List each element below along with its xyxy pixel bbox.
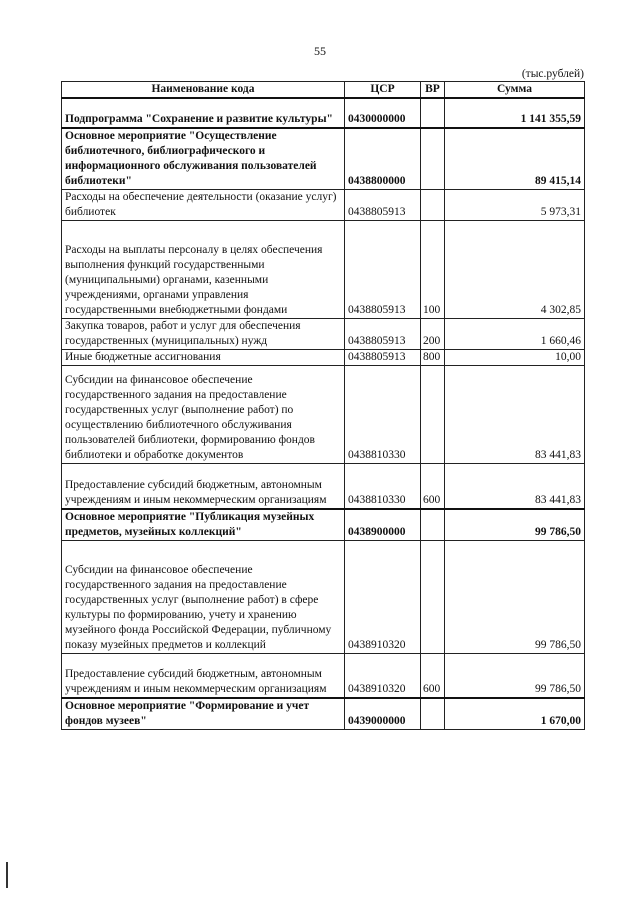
row-vr-cell: 800 <box>421 350 445 366</box>
row-vr-cell: 200 <box>421 319 445 350</box>
row-csr-cell: 0438805913 <box>345 319 421 350</box>
table-row <box>62 366 585 464</box>
row-csr-cell: 0439000000 <box>345 698 421 730</box>
table-row <box>62 653 585 698</box>
row-sum-cell: 10,00 <box>445 350 585 366</box>
row-vr-cell <box>421 366 445 464</box>
table-row <box>62 540 585 653</box>
table-header-row <box>62 82 585 99</box>
table-row <box>62 509 585 541</box>
row-csr-cell: 0430000000 <box>345 98 421 128</box>
row-vr-cell: 600 <box>421 464 445 509</box>
table-row <box>62 128 585 190</box>
row-sum-cell: 99 786,50 <box>445 653 585 698</box>
table-body <box>62 98 585 730</box>
budget-table <box>61 81 585 730</box>
row-vr-cell <box>421 509 445 541</box>
row-vr-cell <box>421 698 445 730</box>
row-name-cell: Субсидии на финансовое обеспечение государственного задания на предоставление государственных услуг (выполнение работ) по осуществлению библиотечного обслуживания пользователей библиотеки, формированию фондов библиотеки и обработке документов <box>62 366 345 464</box>
row-name-cell: Расходы на выплаты персоналу в целях обеспечения выполнения функций государственными (муниципальными) органами, казенными учреждениями, органами управления государственными внебюджетными фондами <box>62 221 345 319</box>
table-row <box>62 98 585 128</box>
row-vr-cell <box>421 190 445 221</box>
row-sum-cell: 83 441,83 <box>445 366 585 464</box>
row-csr-cell: 0438800000 <box>345 128 421 190</box>
table-row <box>62 698 585 730</box>
header-sum: Сумма <box>445 82 585 99</box>
page-number: 55 <box>314 44 326 58</box>
row-name-cell: Предоставление субсидий бюджетным, автономным учреждениям и иным некоммерческим организациям <box>62 653 345 698</box>
row-sum-cell: 99 786,50 <box>445 509 585 541</box>
row-csr-cell: 0438805913 <box>345 221 421 319</box>
row-sum-cell: 5 973,31 <box>445 190 585 221</box>
row-sum-cell: 1 670,00 <box>445 698 585 730</box>
row-csr-cell: 0438810330 <box>345 464 421 509</box>
row-name-cell: Основное мероприятие "Публикация музейных предметов, музейных коллекций" <box>62 509 345 541</box>
row-csr-cell: 0438900000 <box>345 509 421 541</box>
row-sum-cell: 4 302,85 <box>445 221 585 319</box>
header-csr: ЦСР <box>345 82 421 99</box>
row-name-cell: Иные бюджетные ассигнования <box>62 350 345 366</box>
header-name: Наименование кода <box>62 82 345 99</box>
table-row <box>62 319 585 350</box>
row-csr-cell: 0438910320 <box>345 653 421 698</box>
row-csr-cell: 0438805913 <box>345 350 421 366</box>
row-name-cell: Основное мероприятие "Осуществление библиотечного, библиографического и информационного обслуживания пользователей библиотеки" <box>62 128 345 190</box>
row-sum-cell: 1 660,46 <box>445 319 585 350</box>
row-sum-cell: 83 441,83 <box>445 464 585 509</box>
row-sum-cell: 1 141 355,59 <box>445 98 585 128</box>
row-vr-cell <box>421 128 445 190</box>
row-name-cell: Основное мероприятие "Формирование и учет фондов музеев" <box>62 698 345 730</box>
row-vr-cell: 100 <box>421 221 445 319</box>
header-vr: ВР <box>421 82 445 99</box>
row-name-cell: Расходы на обеспечение деятельности (оказание услуг) библиотек <box>62 190 345 221</box>
row-csr-cell: 0438910320 <box>345 540 421 653</box>
row-sum-cell: 89 415,14 <box>445 128 585 190</box>
row-csr-cell: 0438810330 <box>345 366 421 464</box>
row-name-cell: Субсидии на финансовое обеспечение государственного задания на предоставление государственных услуг (выполнение работ) в сфере культуры по формированию, учету и хранению музейного фонда Российской Федерации, публичному показу музейных предметов и коллекций <box>62 540 345 653</box>
row-csr-cell: 0438805913 <box>345 190 421 221</box>
row-name-cell: Закупка товаров, работ и услуг для обеспечения государственных (муниципальных) нужд <box>62 319 345 350</box>
table-row <box>62 190 585 221</box>
row-name-cell: Подпрограмма "Сохранение и развитие культуры" <box>62 98 345 128</box>
row-vr-cell: 600 <box>421 653 445 698</box>
row-sum-cell: 99 786,50 <box>445 540 585 653</box>
row-vr-cell <box>421 540 445 653</box>
table-row <box>62 350 585 366</box>
row-name-cell: Предоставление субсидий бюджетным, автономным учреждениям и иным некоммерческим организациям <box>62 464 345 509</box>
table-row <box>62 464 585 509</box>
row-vr-cell <box>421 98 445 128</box>
table-row <box>62 221 585 319</box>
scan-margin-mark <box>6 862 8 888</box>
units-label: (тыс.рублей) <box>521 68 584 80</box>
